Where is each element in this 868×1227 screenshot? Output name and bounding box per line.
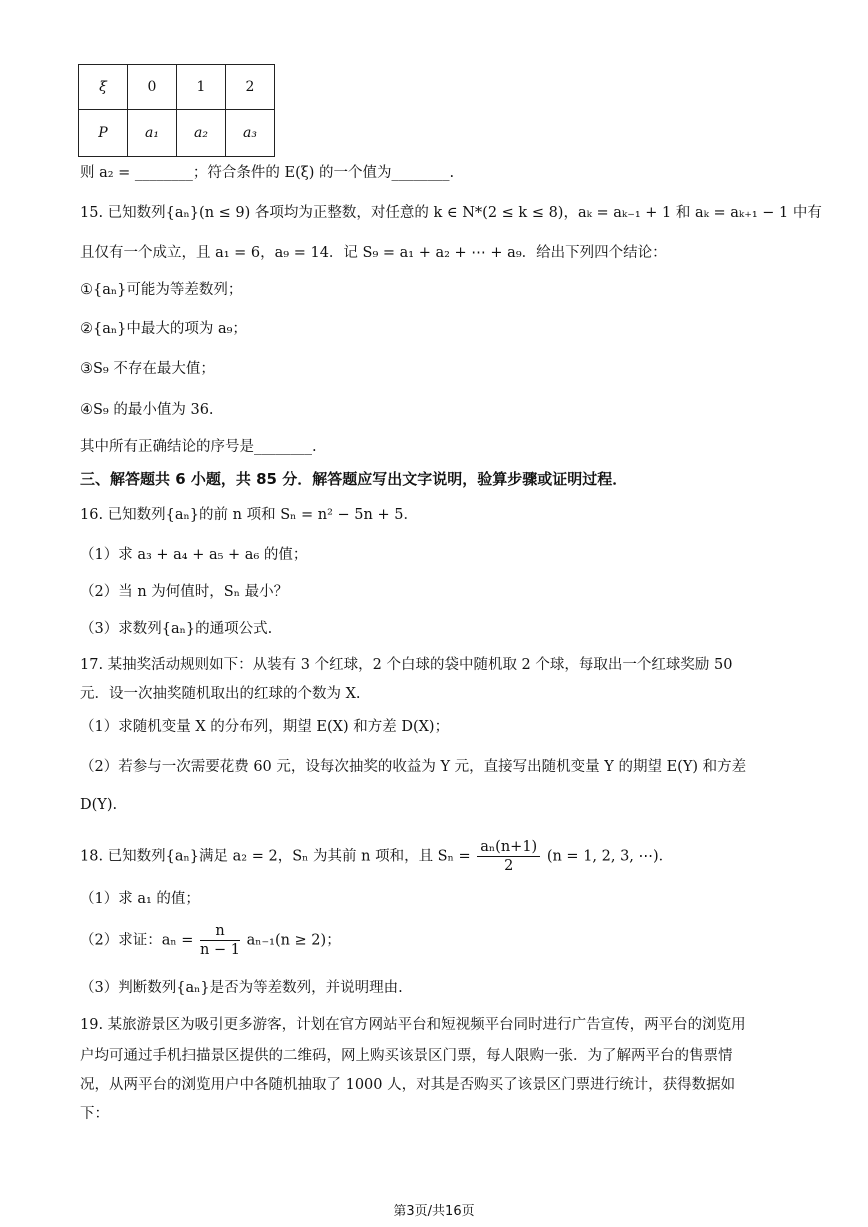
q15-conclusion-3: ③S₉ 不存在最大值；: [80, 361, 215, 377]
table-cell: a₁: [128, 110, 177, 157]
q19-line-4: 下：: [80, 1106, 109, 1122]
q18-stem-post: (n = 1, 2, 3, ⋯)．: [546, 848, 674, 865]
q18-part-2-pre: （2）求证：aₙ =: [80, 932, 194, 949]
q17-line-2: 元．设一次抽奖随机取出的红球的个数为 X.: [80, 686, 361, 702]
q18-part-2: [80, 922, 341, 959]
table-cell: 0: [128, 65, 177, 110]
fraction-numerator: aₙ(n+1): [477, 838, 540, 857]
section-heading: 三、解答题共 6 小题，共 85 分．解答题应写出文字说明，验算步骤或证明过程．: [80, 470, 628, 488]
q16-part-3: （3）求数列{aₙ}的通项公式.: [80, 621, 273, 637]
q16-stem: 16. 已知数列{aₙ}的前 n 项和 Sₙ = n² − 5n + 5．: [80, 507, 418, 523]
table-cell: a₃: [226, 110, 275, 157]
q16-part-2: （2）当 n 为何值时，Sₙ 最小？: [80, 584, 289, 600]
table-cell: a₂: [177, 110, 226, 157]
q18-part-3: （3）判断数列{aₙ}是否为等差数列，并说明理由.: [80, 980, 403, 996]
q17-part-1: （1）求随机变量 X 的分布列，期望 E(X) 和方差 D(X)；: [80, 719, 450, 735]
q18-part-1: （1）求 a₁ 的值；: [80, 891, 200, 907]
fraction-denominator: n − 1: [200, 942, 240, 958]
q18-part-2-post: aₙ₋₁(n ≥ 2)；: [246, 932, 341, 949]
q14-tail-line: 则 a₂ = ________；符合条件的 E(ξ) 的一个值为________.: [80, 165, 455, 181]
q15-ask: 其中所有正确结论的序号是________.: [80, 439, 317, 455]
table-cell: P: [79, 110, 128, 157]
table-cell: ξ: [79, 65, 128, 110]
q17-part-2-line-1: （2）若参与一次需要花费 60 元，设每次抽奖的收益为 Y 元，直接写出随机变量 Y 的期望 E(Y) 和方差: [80, 759, 747, 775]
table-cell: 2: [226, 65, 275, 110]
fraction-denominator: 2: [504, 858, 514, 874]
q17-line-1: 17. 某抽奖活动规则如下：从装有 3 个红球，2 个白球的袋中随机取 2 个球，每取出一个红球奖励 50: [80, 657, 733, 673]
q15-conclusion-4: ④S₉ 的最小值为 36.: [80, 402, 214, 418]
q15-line-2: 且仅有一个成立，且 a₁ = 6，a₉ = 14．记 S₉ = a₁ + a₂ + ⋯ + a₉．给出下列四个结论：: [80, 245, 667, 261]
distribution-table: [78, 64, 275, 157]
q16-part-1: （1）求 a₃ + a₄ + a₅ + a₆ 的值；: [80, 547, 308, 563]
q19-line-3: 况，从两平台的浏览用户中各随机抽取了 1000 人，对其是否购买了该景区门票进行统计，获得数据如: [80, 1077, 736, 1093]
page-footer: 第3页/共16页: [393, 1204, 475, 1219]
q18-fraction: [477, 838, 540, 875]
q15-conclusion-2: ②{aₙ}中最大的项为 a₉；: [80, 321, 247, 337]
q17-part-2-line-2: D(Y).: [80, 797, 118, 813]
q18-stem-pre: 18. 已知数列{aₙ}满足 a₂ = 2，Sₙ 为其前 n 项和，且 Sₙ =: [80, 848, 471, 865]
q18-stem: [80, 838, 673, 875]
table-cell: 1: [177, 65, 226, 110]
q18-part-2-fraction: [200, 922, 240, 959]
fraction-numerator: n: [200, 922, 240, 941]
q19-line-2: 户均可通过手机扫描景区提供的二维码，网上购买该景区门票，每人限购一张．为了解两平台的售票情: [80, 1048, 733, 1064]
table-row: [79, 65, 275, 110]
q15-line-1: 15. 已知数列{aₙ}(n ≤ 9) 各项均为正整数，对任意的 k ∈ N*(2 ≤ k ≤ 8)，aₖ = aₖ₋₁ + 1 和 aₖ = aₖ₊₁ − 1 中有: [80, 205, 822, 221]
q19-line-1: 19. 某旅游景区为吸引更多游客，计划在官方网站平台和短视频平台同时进行广告宣传，两平台的浏览用: [80, 1017, 746, 1033]
q15-conclusion-1: ①{aₙ}可能为等差数列；: [80, 282, 243, 298]
table-row: [79, 110, 275, 157]
